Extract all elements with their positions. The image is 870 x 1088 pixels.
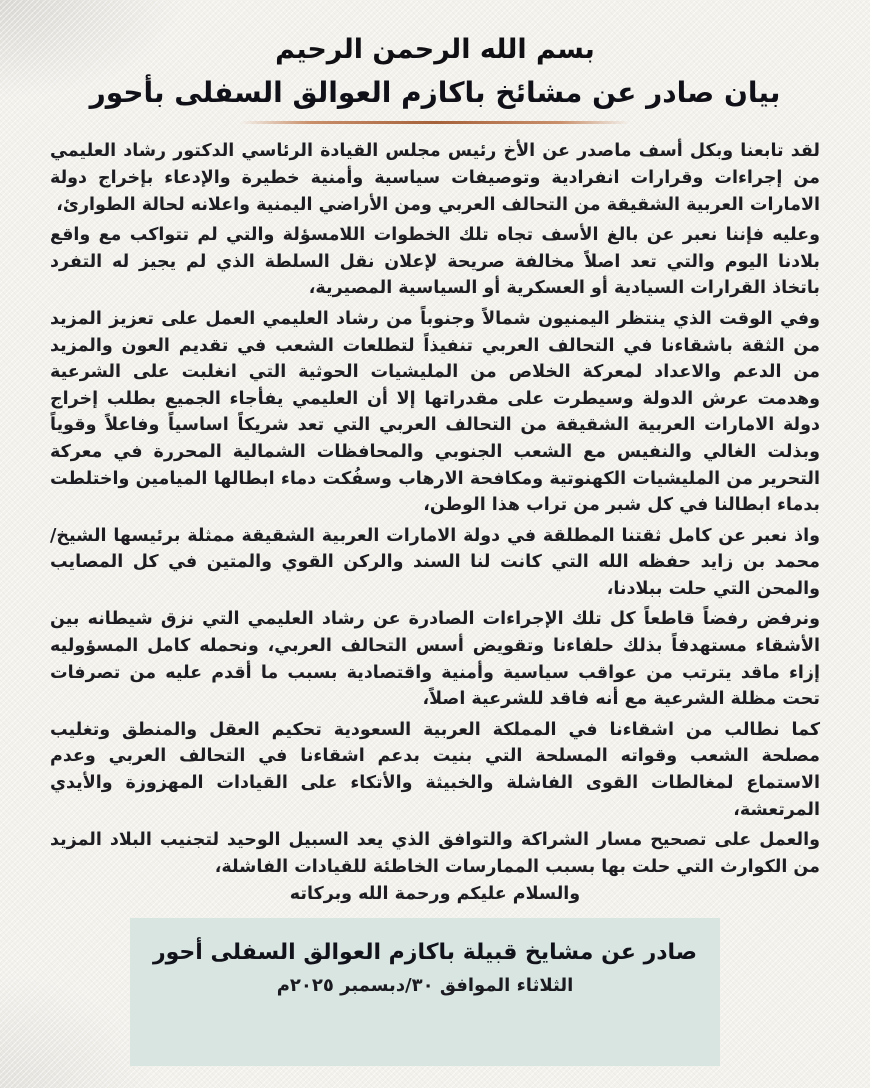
title-divider-rule xyxy=(240,121,630,124)
issuer-footer-box xyxy=(130,918,720,1066)
issuer-line: صادر عن مشايخ قبيلة باكازم العوالق السفلى أحور xyxy=(152,940,698,966)
date-line: الثلاثاء الموافق ٣٠/دبسمبر ٢٠٢٥م xyxy=(276,975,574,997)
statement-paragraph: ونرفض رفضاً قاطعاً كل تلك الإجراءات الصادرة عن رشاد العليمي التي نزق شيطانه بين الأشقاء مستهدفاً بذلك حلفاءنا وتقويض أسس التحالف العربي، ونحمله كامل المسؤوليه إزاء ماقد يترتب من عواقب سياسية وأمنية واقتصادية بسبب ما أقدم عليه من تصرفات تحت مظلة الشرعية مع أنه فاقد للشرعية اصلاً، xyxy=(50,609,820,710)
statement-paragraph: والعمل على تصحيح مسار الشراكة والتوافق الذي يعد السبيل الوحيد لتجنيب البلاد المزيد من الكوارث التي حلت بها بسبب الممارسات الخاطئة للقيادات الفاشلة، xyxy=(50,830,820,877)
statement-paragraph: لقد تابعنا وبكل أسف ماصدر عن الأخ رئيس مجلس القيادة الرئاسي الدكتور رشاد العليمي من إجراءات وقرارات انفرادية وتوصيفات سياسية وأمنية خطيرة والإدعاء بإخراج دولة الامارات العربية الشقيقة من التحالف العربي ومن الأراضي اليمنية واعلانه لحالة الطوارئ، xyxy=(50,141,820,215)
page-title: بيان صادر عن مشائخ باكازم العوالق السفلى بأحور xyxy=(89,76,781,109)
statement-paragraph: وعليه فإننا نعبر عن بالغ الأسف تجاه تلك الخطوات اللامسؤلة والتي لم تتواكب مع واقع بلادنا اليوم والتي تعد اصلاً مخالفة صريحة لإعلان نقل السلطة الذي لم يجيز له التفرد باتخاذ القرارات السيادية أو العسكرية أو السياسية المصيرية، xyxy=(50,225,820,299)
statement-page xyxy=(50,0,820,1066)
statement-paragraph: وفي الوقت الذي ينتظر اليمنيون شمالاً وجنوباً من رشاد العليمي العمل على تعزيز المزيد من الثقة باشقاءنا في التحالف العربي تنفيذاً لتطلعات الشعب في تقديم العون والمزيد من الدعم والاعداد لمعركة الخلاص من المليشيات الحوثية التي انغلبت على الشرعية وهدمت عرش الدولة وسيطرت على مقدراتها إلا أن العليمي يفأجاء الجميع بطلب إخراج دولة الامارات العربية الشقيقة من التحالف العربي التي تعد شريكاً اساسياً وفاعلاً وقوياً وبذلت الغالي والنفيس مع الشعب الجنوبي والمحافظات الشمالية المحررة في معركة التحرير من المليشيات الكهنوتية ومكافحة الارهاب وسفُكت دماء ابطالها الميامين واختلطت بدماء ابطالنا في كل شبر من تراب هذا الوطن، xyxy=(50,308,820,516)
statement-paragraph: كما نطالب من اشقاءنا في المملكة العربية السعودية تحكيم العقل والمنطق وتغليب مصلحة الشعب وقواته المسلحة التي بنيت بدعم اشقاءنا في التحالف العربي وعدم الاستماع لمغالطات القوى الفاشلة والخبيثة والأتكاء على القيادات المهزوزة والأيدي المرتعشة، xyxy=(50,719,820,820)
basmala-calligraphy: بسم الله الرحمن الرحيم xyxy=(275,34,595,65)
closing-salutation: والسلام عليكم ورحمة الله وبركاته xyxy=(289,884,581,905)
statement-paragraph: واذ نعبر عن كامل ثقتنا المطلقة في دولة الامارات العربية الشقيقة ممثلة برئيسها الشيخ/محمد بن زايد حفظه الله التي كانت لنا السند والركن القوي والمتين في كل المصايب والمحن التي حلت ببلادنا، xyxy=(50,525,820,599)
statement-body xyxy=(50,138,820,880)
